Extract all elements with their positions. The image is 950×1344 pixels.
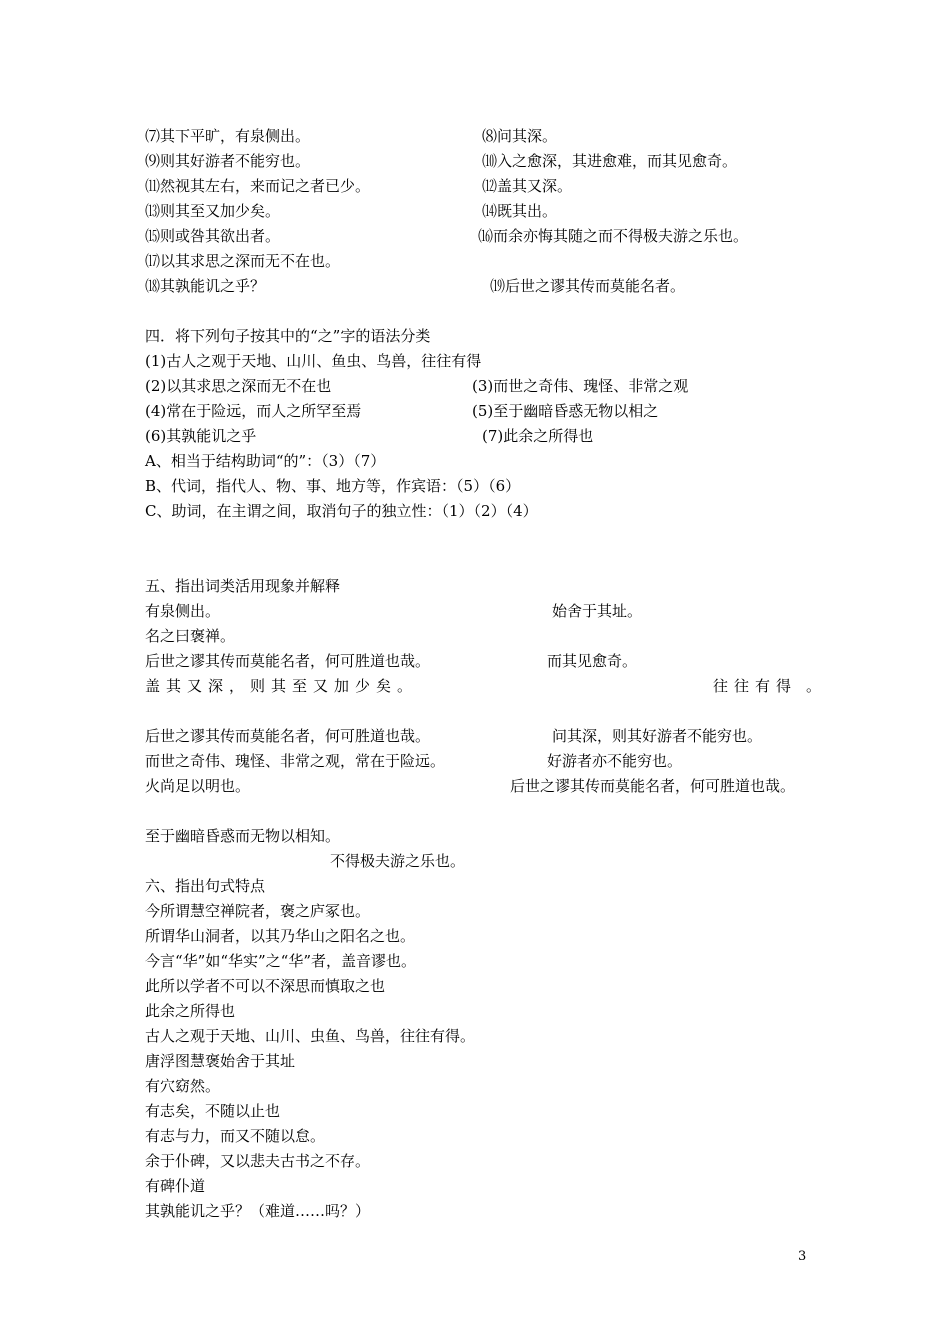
section-6-line: 有穴窈然。 — [145, 1077, 221, 1095]
section-4-sentence-4: (4)常在于险远，而人之所罕至焉 — [145, 402, 362, 420]
item-10: ⑽入之愈深，其进愈难，而其见愈奇。 — [482, 152, 738, 170]
section-5-line-3-right: 而其见愈奇。 — [547, 652, 638, 670]
item-16: ⒃而余亦悔其随之而不得极夫游之乐也。 — [478, 227, 749, 245]
page-number: 3 — [798, 1249, 807, 1264]
section-4-answer-a: A、相当于结构助词“的”：（3）（7） — [145, 452, 386, 470]
section-4-answer-c: C、助词，在主谓之间，取消句子的独立性：（1）（2）（4） — [145, 502, 538, 520]
section-4-sentence-1: (1)古人之观于天地、山川、鱼虫、鸟兽，往往有得 — [145, 352, 482, 370]
section-5-line-4-right: 往往有得 — [713, 677, 798, 695]
item-7: ⑺其下平旷，有泉侧出。 — [145, 127, 311, 145]
section-4-title: 四．将下列句子按其中的“之”字的语法分类 — [145, 327, 431, 345]
section-4-sentence-3: (3)而世之奇伟、瑰怪、非常之观 — [472, 377, 689, 395]
section-5-line-8: 至于幽暗昏惑而无物以相知。 — [145, 827, 341, 845]
section-4-sentence-5: (5)至于幽暗昏惑无物以相之 — [472, 402, 659, 420]
item-11: ⑾然视其左右，来而记之者已少。 — [145, 177, 371, 195]
section-6-line: 今言“华”如“华实”之“华”者，盖音谬也。 — [145, 952, 417, 970]
section-6-line: 唐浮图慧褒始舍于其址 — [145, 1052, 296, 1070]
item-13: ⒀则其至又加少矣。 — [145, 202, 281, 220]
section-4-sentence-2: (2)以其求思之深而无不在也 — [145, 377, 332, 395]
section-5-line-7-left: 火尚足以明也。 — [145, 777, 251, 795]
section-6-line: 余于仆碑，又以悲夫古书之不存。 — [145, 1152, 371, 1170]
section-5-line-7-right: 后世之谬其传而莫能名者，何可胜道也哉。 — [510, 777, 796, 795]
section-4-sentence-7: (7)此余之所得也 — [482, 427, 594, 445]
section-4-sentence-6: (6)其孰能讥之乎 — [145, 427, 257, 445]
section-5-line-2: 名之曰褒禅。 — [145, 627, 236, 645]
section-5-line-6-left: 而世之奇伟、瑰怪、非常之观，常在于险远。 — [145, 752, 446, 770]
section-5-line-5-left: 后世之谬其传而莫能名者，何可胜道也哉。 — [145, 727, 431, 745]
section-6-title: 六、指出句式特点 — [145, 877, 266, 895]
section-5-line-4-left: 盖其又深，则其至又加少矣。 — [145, 677, 419, 695]
section-5-title: 五、指出词类活用现象并解释 — [145, 577, 341, 595]
item-8: ⑻问其深。 — [482, 127, 558, 145]
section-5-line-1-right: 始舍于其址。 — [552, 602, 643, 620]
section-6-line: 其孰能讥之乎？（难道……吗？） — [145, 1202, 371, 1220]
section-5-line-6-right: 好游者亦不能穷也。 — [547, 752, 683, 770]
section-5-line-3-left: 后世之谬其传而莫能名者，何可胜道也哉。 — [145, 652, 431, 670]
item-18: ⒅其孰能讥之乎？ — [145, 277, 266, 295]
item-12: ⑿盖其又深。 — [482, 177, 573, 195]
section-6-line: 所谓华山洞者，以其乃华山之阳名之也。 — [145, 927, 416, 945]
section-5-line-1-left: 有泉侧出。 — [145, 602, 221, 620]
section-5-line-5-right: 问其深，则其好游者不能穷也。 — [552, 727, 763, 745]
item-9: ⑼则其好游者不能穷也。 — [145, 152, 311, 170]
item-14: ⒁既其出。 — [482, 202, 558, 220]
section-4-answer-b: B、代词，指代人、物、事、地方等，作宾语：（5）（6） — [145, 477, 521, 495]
section-6-line: 有碑仆道 — [145, 1177, 206, 1195]
section-5-line-9: 不得极夫游之乐也。 — [330, 852, 466, 870]
section-6-line: 今所谓慧空禅院者，褒之庐冢也。 — [145, 902, 371, 920]
section-6-line: 有志与力，而又不随以怠。 — [145, 1127, 326, 1145]
section-6-line: 此所以学者不可以不深思而慎取之也 — [145, 977, 386, 995]
section-5-line-4-period: 。 — [806, 677, 822, 695]
item-17: ⒄以其求思之深而无不在也。 — [145, 252, 341, 270]
section-6-line: 古人之观于天地、山川、虫鱼、鸟兽，往往有得。 — [145, 1027, 476, 1045]
item-15: ⒂则或咎其欲出者。 — [145, 227, 281, 245]
section-6-line: 此余之所得也 — [145, 1002, 236, 1020]
item-19: ⒆后世之谬其传而莫能名者。 — [490, 277, 686, 295]
section-6-line: 有志矣，不随以止也 — [145, 1102, 281, 1120]
